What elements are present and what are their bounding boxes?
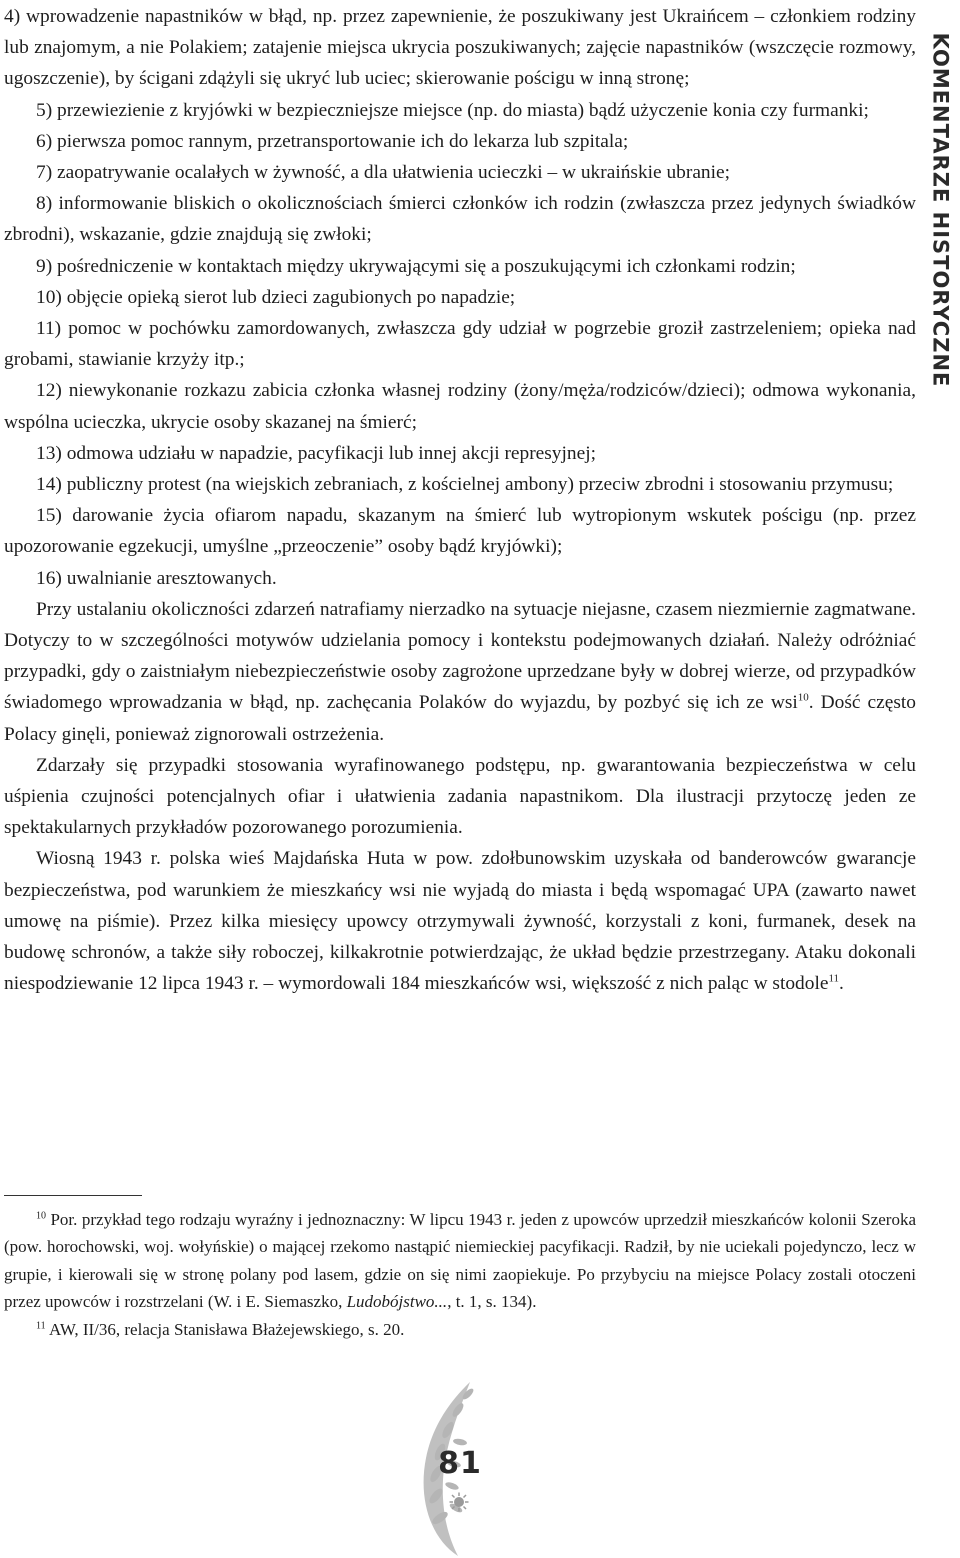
list-item: 15) darowanie życia ofiarom napadu, skazanym na śmierć lub wytropionym wskutek pościgu (np. przez upozorowanie egzekucji, umyślne „przeoczenie” osoby bądź kryjówki);	[4, 505, 916, 558]
footnote-ref[interactable]: 11	[828, 972, 840, 985]
list-item: 13) odmowa udziału w napadzie, pacyfikacji lub innej akcji represyjnej;	[36, 442, 596, 464]
footnote-title: Ludobójstwo...	[346, 1292, 448, 1312]
paragraph-text: Wiosną 1943 r. polska wieś Majdańska Huta w pow. zdołbunowskim uzyskała od banderowców gwarancje bezpieczeństwa, pod warunkiem że mieszkańcy wsi nie wyjadą do miasta i będą wspomagać UPA (zawarto nawet umowę na piśmie). Przez kilka miesięcy upowcy otrzymywali żywność, korzystali z koni, furmanek, desek na budowę schronów, a także siły roboczej, kilkakrotnie potwierdzając, że układ będzie przestrzegany. Ataku dokonali niespodziewanie 12 lipca 1943 r. – wymordowali 184 mieszkańców wsi, większość z nich paląc w stodole	[4, 848, 916, 995]
list-item: 11) pomoc w pochówku zamordowanych, zwłaszcza gdy udział w pogrzebie groził zastrzeleniem; opieka nad grobami, stawianie krzyży itp.;	[4, 318, 916, 371]
footnote-11	[4, 1316, 916, 1343]
main-text	[4, 1, 916, 1000]
list-item: 16) uwalnianie aresztowanych.	[36, 567, 277, 589]
paragraph-text: .	[839, 973, 844, 995]
footnote-divider	[4, 1195, 142, 1196]
list-item: 8) informowanie bliskich o okolicznościach śmierci członków ich rodzin (zwłaszcza przez jedynych świadków zbrodni), wskazanie, gdzie znajdują się zwłoki;	[4, 193, 916, 246]
paragraph: Zdarzały się przypadki stosowania wyrafinowanego podstępu, np. gwarantowania bezpieczeństwa w celu uśpienia czujności potencjalnych ofiar i ułatwienia zadania napastnikom. Dla ilustracji przytoczę jeden ze spektakularnych przykładów pozorowanego porozumienia.	[4, 754, 916, 839]
list-item: 5) przewiezienie z kryjówki w bezpieczniejsze miejsce (np. do miasta) bądź użyczenie konia czy furmanki;	[36, 99, 869, 121]
list-item: 4) wprowadzenie napastników w błąd, np. przez zapewnienie, że poszukiwany jest Ukraińcem – członkiem rodziny lub znajomym, a nie Polakiem; zatajenie miejsca ukrycia poszukiwanych; zajęcie napastników (wszczęcie rozmowy, ugoszczenie), by ścigani zdążyli się ukryć lub uciec; skierowanie pościgu w inną stronę;	[4, 6, 916, 90]
footnote-number: 11	[36, 1319, 46, 1331]
section-side-title	[920, 0, 960, 420]
footnote-number: 10	[36, 1210, 46, 1222]
list-item: 14) publiczny protest (na wiejskich zebraniach, z kościelnej ambony) przeciw zbrodni i stosowaniu przymusu;	[36, 474, 894, 496]
paragraph-text: . Dość często Polacy ginęli, ponieważ zignorowali ostrzeżenia.	[4, 692, 917, 745]
list-item: 9) pośredniczenie w kontaktach między ukrywającymi się a poszukującymi ich członkami rodzin;	[36, 255, 796, 277]
footnote-text: AW, II/36, relacja Stanisława Błażejewskiego, s. 20.	[45, 1319, 405, 1339]
side-title-text: KOMENTARZE HISTORYCZNE	[928, 32, 953, 388]
sun-seal-icon	[449, 1492, 469, 1512]
footnote-text: , t. 1, s. 134).	[447, 1292, 537, 1312]
paragraph	[4, 843, 916, 999]
list-item: 12) niewykonanie rozkazu zabicia członka własnej rodziny (żony/męża/rodziców/dzieci); odmowa wykonania, wspólna ucieczka, ukrycie osoby skazanej na śmierć;	[4, 380, 916, 433]
list-item: 6) pierwsza pomoc rannym, przetransportowanie ich do lekarza lub szpitala;	[36, 130, 629, 152]
footnote-ref[interactable]: 10	[797, 692, 809, 704]
page-number: 81	[438, 1446, 482, 1481]
list-item: 10) objęcie opieką sierot lub dzieci zagubionych po napadzie;	[36, 286, 516, 308]
list-item: 7) zaopatrywanie ocalałych w żywność, a dla ułatwienia ucieczki – w ukraińskie ubranie;	[36, 162, 731, 184]
paragraph	[4, 594, 916, 750]
paragraph-text: Przy ustalaniu okoliczności zdarzeń natrafiamy nierzadko na sytuacje niejasne, czasem niezmiernie zagmatwane. Dotyczy to w szczególności motywów udzielania pomocy i kontekstu podejmowanych działań. Należy odróżniać przypadki, gdy o zaistniałym niebezpieczeństwie osoby zagrożone uprzedzane były w dobrej wierze, od przypadków świadomego wprowadzania w błąd, np. zachęcania Polaków do wyjazdu, by pozbyć się ich ze wsi	[4, 598, 916, 714]
footnotes	[4, 1206, 916, 1343]
footnote-text: Por. przykład tego rodzaju wyraźny i jednoznaczny: W lipcu 1943 r. jeden z upowców uprzedził mieszkańców kolonii Szeroka (pow. horochowski, woj. wołyńskie) o mającej rzekomo nastąpić niemieckiej pacyfikacji. Radził, by nie uciekali pojedynczo, lecz w grupie, i kierowali się w stronę polany pod lasem, gdzie on się nimi zaopiekuje. Po przybyciu na miejsce Polacy zostali otoczeni przez upowców i rozstrzelani (W. i E. Siemaszko,	[4, 1210, 916, 1312]
footnote-10	[4, 1206, 916, 1316]
